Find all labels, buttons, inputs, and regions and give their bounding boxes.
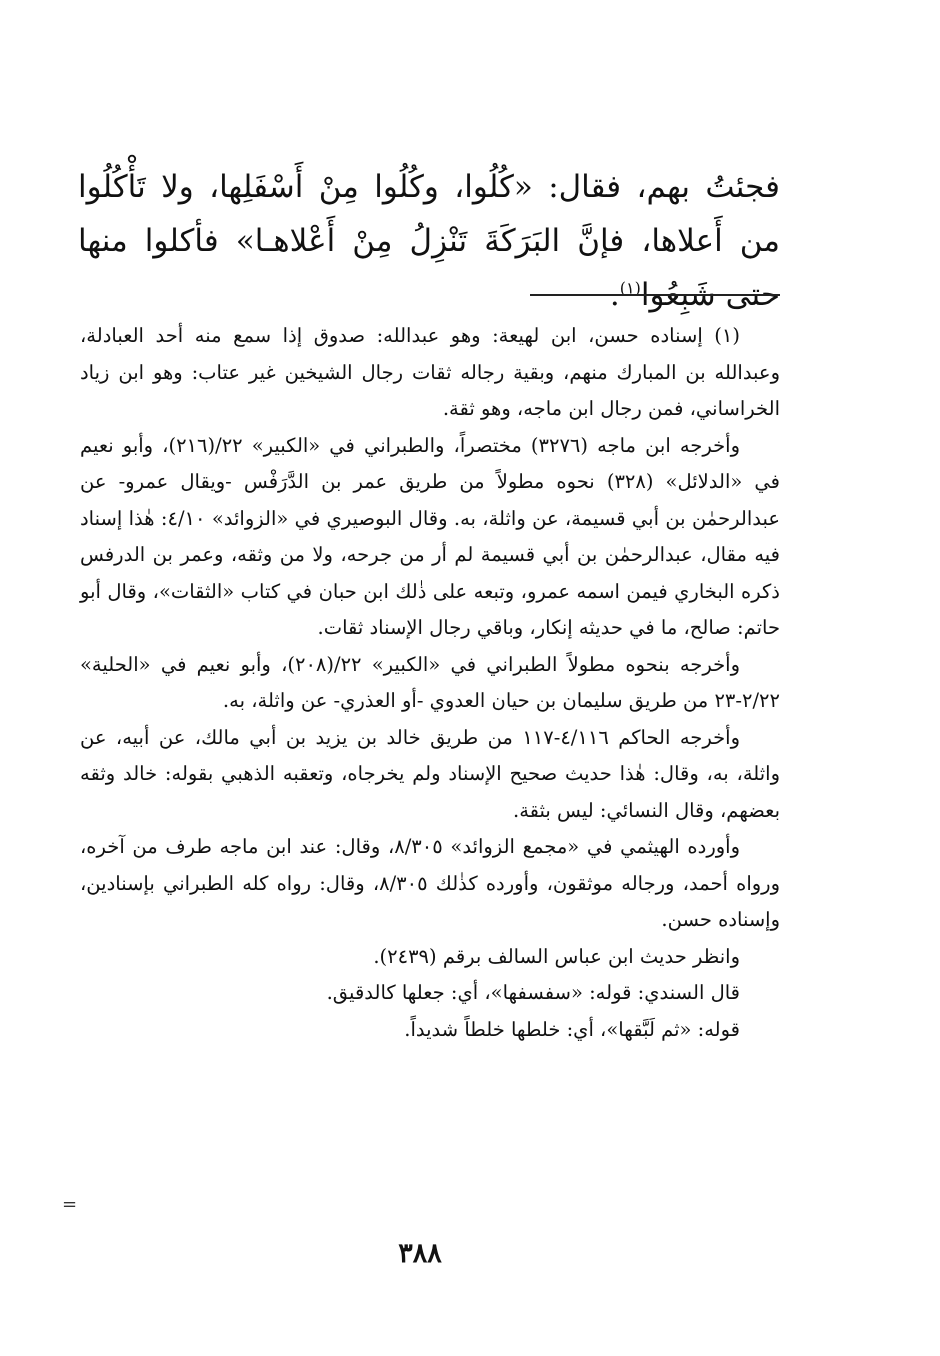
footnote-paragraph: وانظر حديث ابن عباس السالف برقم (٢٤٣٩). xyxy=(373,944,740,968)
continuation-mark: = xyxy=(62,1194,78,1215)
page-number: ٣٨٨ xyxy=(398,1238,442,1269)
footnote-paragraph: قال السندي: قوله: «سفسفها»، أي: جعلها كالدقيق. xyxy=(326,981,740,1004)
footnote-reference: (١) xyxy=(619,278,641,298)
main-text xyxy=(78,160,780,322)
footnote-paragraph: وأخرجه ابن ماجه (٣٢٧٦) مختصراً، والطبراني في «الكبير» ٢٢/(٢١٦)، وأبو نعيم في «الدلائل» (٣٢٨) نحوه مطولاً من طريق عمر بن الدَّرَفْس -ويقال عمرو- عن عبدالرحمٰن بن أبي قسيمة، عن واثلة، به. وقال البوصيري في «الزوائد» ٤/١٠: هٰذا إسناد فيه مقال، عبدالرحمٰن بن أبي قسيمة لم أر من جرحه، ولا من وثقه، وعمر بن الدرفس ذكره البخاري فيمن اسمه عمرو، وتبعه على ذٰلك ابن حبان في كتاب «الثقات»، وقال أبو حاتم: صالح، ما في حديثه إنكار، وباقي رجال الإسناد ثقات. xyxy=(80,433,780,639)
footnotes-section xyxy=(80,318,780,1048)
main-paragraph-end: . xyxy=(609,277,620,313)
footnote-paragraph: وأخرجه بنحوه مطولاً الطبراني في «الكبير» ٢٢/(٢٠٨)، وأبو نعيم في «الحلية» ٢/٢٢-٢٣ من طريق سليمان بن حيان العدوي -أو العذري- عن واثلة، به. xyxy=(80,652,780,712)
main-paragraph xyxy=(78,160,780,322)
main-paragraph-text: فجئتُ بهم، فقال: «كُلُوا، وكُلُوا مِنْ أَسْفَلِها، ولا تَأْكُلُوا من أَعلاها، فإنَّ البَرَكَةَ تَنْزِلُ مِنْ أَعْلاهـا» فأكلوا منها حتى شَبِعُوا xyxy=(78,169,780,313)
footnote-paragraph: قوله: «ثم لَبَّقها»، أي: خلطها خلطاً شديداً. xyxy=(404,1017,740,1041)
footnote-paragraph: وأورده الهيثمي في «مجمع الزوائد» ٨/٣٠٥، وقال: عند ابن ماجه طرف من آخره، ورواه أحمد، ورجاله موثقون، وأورده كذٰلك ٨/٣٠٥، وقال: رواه كله الطبراني بإسنادين، وإسناده حسن. xyxy=(80,835,780,931)
footnote-divider xyxy=(530,294,780,296)
footnote-paragraph: وأخرجه الحاكم ٤/١١٦-١١٧ من طريق خالد بن يزيد بن أبي مالك، عن أبيه، عن واثلة، به، وقال: هٰذا حديث صحيح الإسناد ولم يخرجاه، وتعقبه الذهبي بقوله: خالد وثقه بعضهم، وقال النسائي: ليس بثقة. xyxy=(80,725,780,822)
footnote-paragraph: (١) إسناده حسن، ابن لهيعة: وهو عبدالله: صدوق إذا سمع منه أحد العبادلة، وعبدالله بن المبارك منهم، وبقية رجاله ثقات رجال الشيخين غير عتاب: وهو ابن زياد الخراساني، فمن رجال ابن ماجه، وهو ثقة. xyxy=(80,324,780,420)
